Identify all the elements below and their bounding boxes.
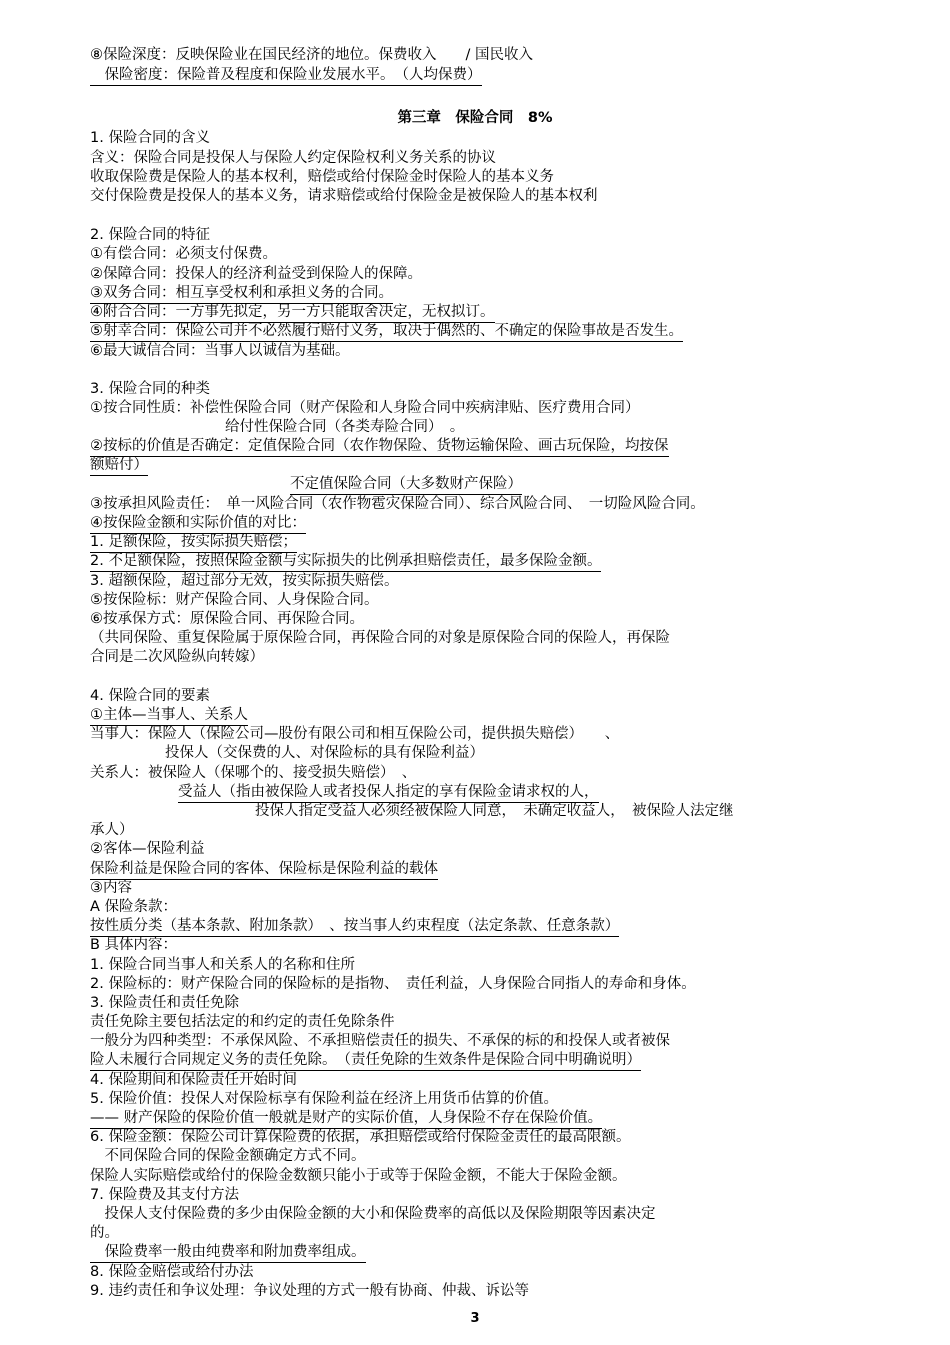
text-line: 投保人支付保险费的多少由保险金额的大小和保险费率的高低以及保险期限等因素决定 (90, 1206, 656, 1222)
text-line: ②客体—保险利益 (90, 841, 205, 857)
text-line: 投保人指定受益人必须经被保险人同意， 未确定收益人， 被保险人法定继 (255, 803, 734, 819)
text-line: 额赔付） (90, 455, 148, 476)
text-line: 5. 保险价值：投保人对保险标享有保险利益在经济上用货币估算的价值。 (90, 1091, 558, 1107)
text-line: 交付保险费是投保人的基本义务，请求赔偿或给付保险金是被保险人的基本权利 (90, 188, 598, 204)
text-line: 1. 足额保险，按实际损失赔偿； (90, 532, 297, 553)
text-line: —— 财产保险的保险价值一般就是财产的实际价值，人身保险不存在保险价值。 (90, 1108, 602, 1129)
text-line: 7. 保险费及其支付方法 (90, 1187, 239, 1203)
text-line: （共同保险、重复保险属于原保险合同，再保险合同的对象是原保险合同的保险人，再保险 (90, 630, 670, 646)
text-line: 1. 保险合同当事人和关系人的名称和住所 (90, 957, 355, 973)
text-line: ②保障合同：投保人的经济利益受到保险人的保障。 (90, 266, 422, 282)
text-line: 2. 保险标的：财产保险合同的保险标的是指物、 责任利益，人身保险合同指人的寿命和身体。 (90, 976, 696, 992)
text-line: ⑧保险深度：反映保险业在国民经济的地位。保费收入 / 国民收入 (90, 47, 533, 63)
section-heading: 3. 保险合同的种类 (90, 381, 210, 397)
text-line: 当事人：保险人（保险公司—股份有限公司和相互保险公司，提供损失赔偿） 、 (90, 726, 620, 742)
text-line: 保险人实际赔偿或给付的保险金数额只能小于或等于保险金额，不能大于保险金额。 (90, 1168, 627, 1184)
text-line: 一般分为四种类型：不承保风险、不承担赔偿责任的损失、不承保的标的和投保人或者被保 (90, 1033, 670, 1049)
text-line: ①主体—当事人、关系人 (90, 705, 248, 726)
text-line: ②按标的价值是否确定：定值保险合同（农作物保险、货物运输保险、画古玩保险，均按保 (90, 436, 669, 457)
text-line: 投保人（交保费的人、对保险标的具有保险利益） (165, 745, 484, 761)
text-line: 不定值保险合同（大多数财产保险） (290, 474, 522, 495)
text-line: 不同保险合同的保险金额确定方式不同。 (90, 1148, 366, 1164)
text-line: 8. 保险金赔偿或给付办法 (90, 1264, 254, 1280)
text-line: 含义：保险合同是投保人与保险人约定保险权利义务关系的协议 (90, 150, 496, 166)
text-line: ④附合合同：一方事先拟定，另一方只能取舍决定，无权拟订。 (90, 302, 495, 323)
text-line: ③双务合同：相互享受权利和承担义务的合同。 (90, 283, 393, 304)
page-number: 3 (470, 1311, 480, 1326)
text-line: 4. 保险期间和保险责任开始时间 (90, 1072, 297, 1088)
chapter-title: 第三章 保险合同 8% (397, 110, 553, 126)
text-line: ③按承担风险责任： 单一风险合同（农作物雹灾保险合同）、综合风险合同、 一切险风险合同。 (90, 496, 705, 512)
text-line: 责任免除主要包括法定的和约定的责任免除条件 (90, 1014, 395, 1030)
text-line: 受益人（指由被保险人或者投保人指定的享有保险金请求权的人， (178, 782, 599, 803)
text-line: 关系人：被保险人（保哪个的、接受损失赔偿） 、 (90, 765, 417, 781)
text-line: 9. 违约责任和争议处理：争议处理的方式一般有协商、仲裁、诉讼等 (90, 1283, 529, 1299)
text-line: ③内容 (90, 880, 132, 896)
text-line: 保险密度：保险普及程度和保险业发展水平。 （人均保费） (90, 65, 482, 86)
text-line: 合同是二次风险纵向转嫁） (90, 649, 264, 665)
text-line: 6. 保险金额：保险公司计算保险费的依据，承担赔偿或给付保险金责任的最高限额。 (90, 1129, 631, 1145)
text-line: 的。 (90, 1225, 119, 1241)
section-heading: 1. 保险合同的含义 (90, 130, 210, 146)
text-line: 3. 超额保险，超过部分无效，按实际损失赔偿。 (90, 573, 399, 589)
text-line: ⑤射幸合同：保险公司并不必然履行赔付义务，取决于偶然的、不确定的保险事故是否发生。 (90, 321, 683, 342)
text-line: ⑤按保险标：财产保险合同、人身保险合同。 (90, 592, 379, 608)
section-heading: 4. 保险合同的要素 (90, 688, 210, 704)
text-line: 保险费率一般由纯费率和附加费率组成。 (90, 1242, 366, 1263)
text-line: 给付性保险合同（各类寿险合同） 。 (225, 419, 465, 435)
text-line: ⑥按承保方式：原保险合同、再保险合同。 (90, 611, 364, 627)
section-heading: 2. 保险合同的特征 (90, 227, 210, 243)
text-line: 保险利益是保险合同的客体、保险标是保险利益的载体 (90, 859, 438, 880)
text-line: 按性质分类（基本条款、附加条款） 、按当事人约束程度（法定条款、任意条款） (90, 916, 619, 937)
text-line: 2. 不足额保险，按照保险金额与实际损失的比例承担赔偿责任，最多保险金额。 (90, 551, 601, 572)
text-line: ①有偿合同：必须支付保费。 (90, 246, 277, 262)
text-line: 险人未履行合同规定义务的责任免除。 （责任免除的生效条件是保险合同中明确说明） (90, 1050, 641, 1071)
text-line: 3. 保险责任和责任免除 (90, 995, 239, 1011)
text-line: ⑥最大诚信合同：当事人以诚信为基础。 (90, 343, 350, 359)
text-line: B 具体内容： (90, 937, 178, 953)
text-line: 承人） (90, 822, 134, 838)
text-line: A 保险条款： (90, 899, 178, 915)
text-line: ④按保险金额和实际价值的对比： (90, 513, 306, 534)
text-line: 收取保险费是保险人的基本权利，赔偿或给付保险金时保险人的基本义务 (90, 169, 554, 185)
text-line: ①按合同性质：补偿性保险合同（财产保险和人身险合同中疾病津贴、医疗费用合同） (90, 400, 640, 416)
